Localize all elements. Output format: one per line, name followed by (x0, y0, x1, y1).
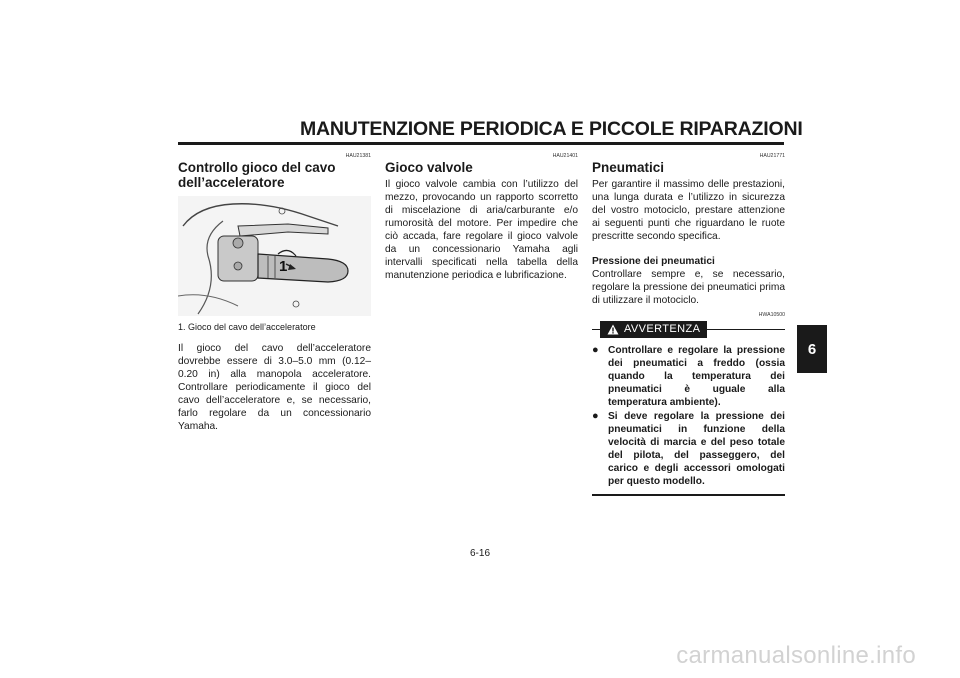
bullet-icon: ● (592, 410, 599, 422)
chapter-tab: 6 (797, 325, 827, 373)
section-title-valves: Gioco valvole (385, 160, 473, 175)
column-valve-clearance (385, 152, 578, 282)
column-throttle-cable (178, 152, 371, 433)
section-ref-code: HAU21401 (552, 153, 578, 159)
section-title-throttle: Controllo gioco del cavo dell’acceleratore (178, 160, 336, 190)
tire-pressure-subheading: Pressione dei pneumatici (592, 256, 715, 267)
bullet-icon: ● (592, 344, 599, 356)
warning-label: AVVERTENZA (624, 323, 701, 335)
section-ref-code: HAU21771 (759, 153, 785, 159)
throttle-grip-illustration (178, 196, 371, 316)
column-tires (592, 152, 785, 496)
section-ref-code: HAU21381 (345, 153, 371, 159)
figure-callout-1: 1 (279, 258, 288, 275)
header-rule (178, 142, 784, 145)
warning-list (592, 344, 785, 488)
page-number: 6-16 (469, 548, 490, 559)
warning-badge (600, 321, 707, 338)
warning-item: ● Si deve regolare la pressione dei pneumatici in funzione della velocità di marcia e del peso totale del pilota, del passeggero, del carico e degli accessori omologati per questo modello. (592, 410, 785, 487)
tires-body-text: Per garantire il massimo delle prestazioni, una lunga durata e l’utilizzo in sicurezza del vostro motociclo, prestare attenzione ai seguenti punti che riguardano le ruote prescritte secondo specifica. (592, 179, 785, 242)
warning-item: ● Controllare e regolare la pressione dei pneumatici a freddo (ossia quando la temperatura dei pneumatici è uguale alla temperatura ambiente). (592, 344, 785, 408)
warning-header (592, 321, 785, 338)
warning-triangle-icon (607, 324, 619, 335)
section-title-tires: Pneumatici (592, 160, 665, 175)
figure-caption: 1. Gioco del cavo dell’acceleratore (178, 322, 316, 332)
warning-ref-code: HWA10500 (758, 312, 785, 318)
throttle-body-text: Il gioco del cavo dell’acceleratore dovrebbe essere di 3.0–5.0 mm (0.12–0.20 in) alla manopola acceleratore. Controllare periodicamente il gioco del cavo dell’acceleratore e, se necessario, farlo regolare da un concessionario Yamaha. (178, 343, 371, 432)
tire-pressure-text: Controllare sempre e, se necessario, regolare la pressione dei pneumatici prima di utilizzare il motociclo. (592, 269, 785, 306)
valves-body-text: Il gioco valvole cambia con l’utilizzo del mezzo, provocando un rapporto scorretto di miscelazione di aria/carburante e/o rumorosità del motore. Per impedire che ciò accada, fare regolare il gioco valvole da un concessionario Yamaha agli intervalli specificati nella tabella della manutenzione periodica e lubrificazione. (385, 179, 578, 281)
page-header-title: MANUTENZIONE PERIODICA E PICCOLE RIPARAZIONI (300, 118, 803, 140)
warning-bottom-rule (592, 494, 785, 496)
watermark-text: carmanualsonline.info (676, 642, 916, 669)
